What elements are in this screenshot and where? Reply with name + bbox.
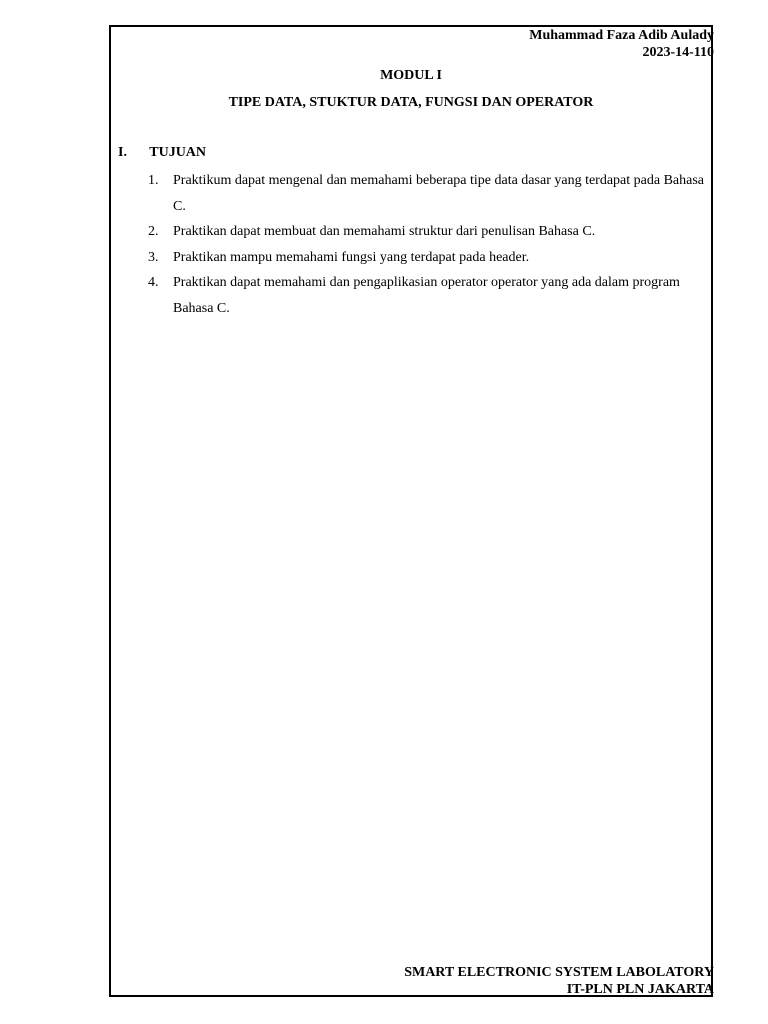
- list-item-number: 1.: [148, 173, 159, 188]
- list-item: [148, 270, 716, 321]
- section-number: I.: [118, 145, 127, 160]
- list-item: [148, 219, 716, 245]
- page-footer: [404, 964, 714, 998]
- list-item-number: 4.: [148, 275, 159, 290]
- list-item: [148, 168, 716, 219]
- institution-name: IT-PLN PLN JAKARTA: [566, 982, 714, 997]
- objectives-list: [148, 168, 716, 321]
- module-title: MODUL I: [380, 68, 442, 83]
- lab-name: SMART ELECTRONIC SYSTEM LABOLATORY: [404, 965, 714, 980]
- student-id: 2023-14-110: [642, 45, 714, 60]
- section-title: TUJUAN: [149, 145, 207, 160]
- list-item: [148, 245, 716, 271]
- list-item-number: 2.: [148, 224, 159, 239]
- section-heading: [118, 145, 206, 161]
- list-item-number: 3.: [148, 249, 159, 265]
- page-header: [529, 27, 714, 61]
- module-subject: TIPE DATA, STUKTUR DATA, FUNGSI DAN OPERATOR: [228, 95, 594, 110]
- list-item-text: Praktikum dapat mengenal dan memahami beberapa tipe data dasar yang terdapat pada Bahasa C.: [173, 173, 705, 214]
- list-item-text: Praktikan dapat membuat dan memahami struktur dari penulisan Bahasa C.: [173, 224, 596, 239]
- author-name: Muhammad Faza Adib Aulady: [529, 28, 714, 43]
- list-item-text: Praktikan mampu memahami fungsi yang terdapat pada header.: [173, 249, 530, 265]
- list-item-text: Praktikan dapat memahami dan pengaplikasian operator operator yang ada dalam program Bahasa C.: [173, 275, 680, 316]
